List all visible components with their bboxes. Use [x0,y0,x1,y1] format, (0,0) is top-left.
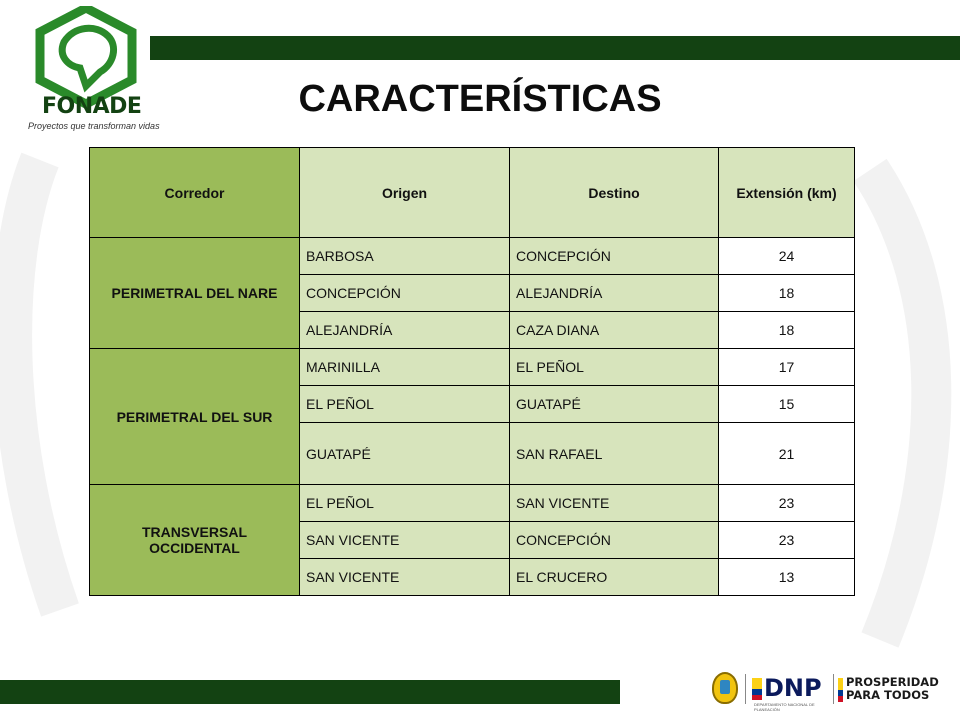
origin-cell: MARINILLA [300,349,510,386]
prosperidad-line-2: PARA TODOS [846,688,930,702]
table-row [90,349,855,386]
prosperidad-line-1: PROSPERIDAD [846,675,939,689]
corridor-cell: TRANSVERSAL OCCIDENTAL [90,485,300,596]
extension-cell: 23 [719,485,855,522]
extension-cell: 13 [719,559,855,596]
extension-cell: 15 [719,386,855,423]
destination-cell: GUATAPÉ [510,386,719,423]
destination-cell: CAZA DIANA [510,312,719,349]
extension-cell: 18 [719,275,855,312]
origin-cell: SAN VICENTE [300,522,510,559]
dnp-subtitle: DEPARTAMENTO NACIONAL DE PLANEACIÓN [754,702,815,712]
destination-cell: CONCEPCIÓN [510,238,719,275]
extension-cell: 21 [719,423,855,485]
coat-of-arms-icon [712,672,738,704]
header-origen: Origen [300,148,510,238]
origin-cell: ALEJANDRÍA [300,312,510,349]
origin-cell: EL PEÑOL [300,485,510,522]
destination-cell: CONCEPCIÓN [510,522,719,559]
prosperidad-logo [846,676,939,702]
destination-cell: SAN RAFAEL [510,423,719,485]
extension-cell: 23 [719,522,855,559]
prosperidad-flag-icon [838,678,843,702]
footer-divider [745,674,746,704]
colombia-flag-icon [752,678,762,700]
footer-divider [833,674,834,704]
header-extension: Extensión (km) [719,148,855,238]
fonade-tagline: Proyectos que transforman vidas [28,121,160,131]
extension-cell: 24 [719,238,855,275]
destination-cell: EL PEÑOL [510,349,719,386]
table-row [90,238,855,275]
origin-cell: EL PEÑOL [300,386,510,423]
page-title: CARACTERÍSTICAS [298,78,662,120]
extension-cell: 18 [719,312,855,349]
footer-bar [0,680,620,704]
corridor-cell: PERIMETRAL DEL NARE [90,238,300,349]
header-corredor: Corredor [90,148,300,238]
footer-logos [700,668,940,712]
destination-cell: EL CRUCERO [510,559,719,596]
corridors-table [89,147,855,596]
extension-cell: 17 [719,349,855,386]
origin-cell: SAN VICENTE [300,559,510,596]
destination-cell: ALEJANDRÍA [510,275,719,312]
header-bar [150,36,960,60]
table-header-row [90,148,855,238]
header-destino: Destino [510,148,719,238]
origin-cell: GUATAPÉ [300,423,510,485]
destination-cell: SAN VICENTE [510,485,719,522]
origin-cell: BARBOSA [300,238,510,275]
origin-cell: CONCEPCIÓN [300,275,510,312]
fonade-wordmark: FONADE [42,94,142,119]
dnp-logo: DNP [764,674,822,702]
table-row [90,485,855,522]
corridor-cell: PERIMETRAL DEL SUR [90,349,300,485]
